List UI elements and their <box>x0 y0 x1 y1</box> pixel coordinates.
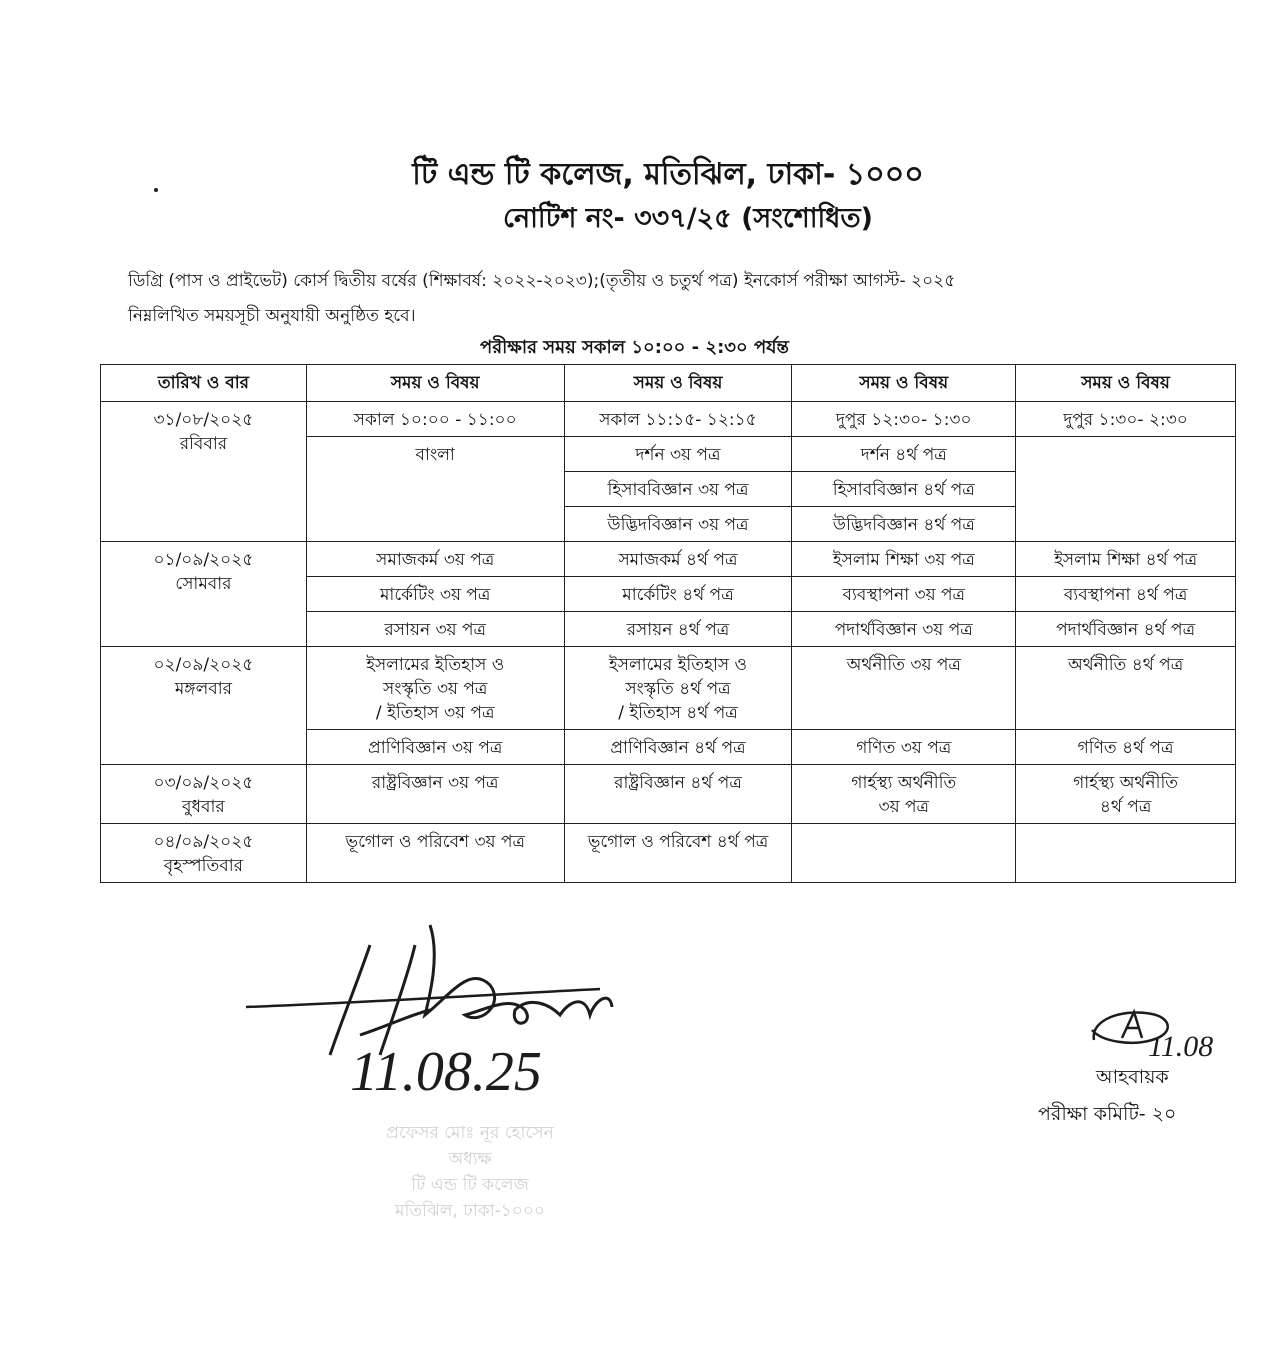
subject-cell: পদার্থবিজ্ঞান ৪র্থ পত্র <box>1016 612 1236 647</box>
convener-signature <box>1082 1000 1242 1070</box>
stamp-line: টি এন্ড টি কলেজ <box>411 1175 529 1195</box>
time-cell: দুপুর ১২:৩০- ১:৩০ <box>792 402 1016 437</box>
subject-cell: ভূগোল ও পরিবেশ ৪র্থ পত্র <box>564 824 792 883</box>
date: ০২/০৯/২০২৫ <box>153 655 254 675</box>
subject-cell: হিসাববিজ্ঞান ৩য় পত্র <box>564 472 792 507</box>
subject-line: ইসলামের ইতিহাস ও <box>608 655 748 675</box>
header-date-day: তারিখ ও বার <box>101 365 307 402</box>
subject-line: সংস্কৃতি ৩য় পত্র <box>383 679 488 699</box>
stamp-line: অধ্যক্ষ <box>448 1149 492 1169</box>
subject-cell: ব্যবস্থাপনা ৩য় পত্র <box>792 577 1016 612</box>
subject-cell: ইসলাম শিক্ষা ৩য় পত্র <box>792 542 1016 577</box>
subject-cell: উদ্ভিদবিজ্ঞান ৩য় পত্র <box>564 507 792 542</box>
header-slot-1: সময় ও বিষয় <box>306 365 564 402</box>
subject-cell: রসায়ন ৪র্থ পত্র <box>564 612 792 647</box>
weekday: মঙ্গলবার <box>174 679 232 699</box>
subject-cell: দর্শন ৪র্থ পত্র <box>792 437 1016 472</box>
table-row <box>101 765 1236 824</box>
principal-stamp <box>330 1120 610 1224</box>
weekday: বুধবার <box>182 797 225 817</box>
subject-line: / ইতিহাস ৪র্থ পত্র <box>618 703 738 723</box>
empty-cell <box>1016 824 1236 883</box>
date: ০১/০৯/২০২৫ <box>153 550 254 570</box>
subject-cell: উদ্ভিদবিজ্ঞান ৪র্থ পত্র <box>792 507 1016 542</box>
header-slot-2: সময় ও বিষয় <box>564 365 792 402</box>
subject-line: গার্হস্থ্য অর্থনীতি <box>1073 773 1179 793</box>
subject-cell <box>564 647 792 730</box>
empty-cell <box>1016 437 1236 542</box>
exam-schedule-table <box>100 364 1236 883</box>
subject-cell: বাংলা <box>306 437 564 542</box>
notice-number: নোটিশ নং- ৩৩৭/২৫ (সংশোধিত) <box>503 203 873 234</box>
weekday: বৃহস্পতিবার <box>163 856 244 876</box>
subject-cell: ভূগোল ও পরিবেশ ৩য় পত্র <box>306 824 564 883</box>
principal-signature <box>240 915 640 1105</box>
subject-cell: মার্কেটিং ৩য় পত্র <box>306 577 564 612</box>
intro-line-2: নিম্নলিখিত সময়সূচী অনুযায়ী অনুষ্ঠিত হবে। <box>128 306 416 326</box>
subject-cell: গণিত ৩য় পত্র <box>792 730 1016 765</box>
subject-cell <box>1016 765 1236 824</box>
subject-cell: অর্থনীতি ৪র্থ পত্র <box>1016 647 1236 730</box>
weekday: রবিবার <box>179 434 228 454</box>
college-title: টি এন্ড টি কলেজ, মতিঝিল, ঢাকা- ১০০০ <box>412 157 924 192</box>
time-cell: সকাল ১০:০০ - ১১:০০ <box>306 402 564 437</box>
subject-cell: ব্যবস্থাপনা ৪র্থ পত্র <box>1016 577 1236 612</box>
table-header-row <box>101 365 1236 402</box>
subject-cell: গণিত ৪র্থ পত্র <box>1016 730 1236 765</box>
stamp-line: প্রফেসর মোঃ নূর হোসেন <box>386 1123 554 1143</box>
subject-cell: মার্কেটিং ৪র্থ পত্র <box>564 577 792 612</box>
stamp-line: মতিঝিল, ঢাকা-১০০০ <box>395 1201 545 1221</box>
signature-date: 11.08 <box>1148 1030 1214 1063</box>
subject-cell <box>792 765 1016 824</box>
header-slot-3: সময় ও বিষয় <box>792 365 1016 402</box>
subject-cell: সমাজকর্ম ৪র্থ পত্র <box>564 542 792 577</box>
date: ০৪/০৯/২০২৫ <box>153 832 254 852</box>
date-cell <box>101 765 307 824</box>
subject-cell: অর্থনীতি ৩য় পত্র <box>792 647 1016 730</box>
subject-line: ইসলামের ইতিহাস ও <box>366 655 505 675</box>
subject-cell: রাষ্ট্রবিজ্ঞান ৩য় পত্র <box>306 765 564 824</box>
exam-time: পরীক্ষার সময় সকাল ১০:০০ - ২:৩০ পর্যন্ত <box>480 337 789 358</box>
date-cell <box>101 542 307 647</box>
date: ০৩/০৯/২০২৫ <box>153 773 254 793</box>
convener-label: আহবায়ক <box>1096 1066 1169 1088</box>
table-row <box>101 824 1236 883</box>
date: ৩১/০৮/২০২৫ <box>153 410 254 430</box>
subject-cell: হিসাববিজ্ঞান ৪র্থ পত্র <box>792 472 1016 507</box>
signature-date: 11.08.25 <box>350 1041 542 1103</box>
committee-label: পরীক্ষা কমিটি- ২০ <box>1038 1103 1177 1125</box>
subject-line: ৪র্থ পত্র <box>1099 797 1152 817</box>
subject-cell: দর্শন ৩য় পত্র <box>564 437 792 472</box>
time-cell: সকাল ১১:১৫- ১২:১৫ <box>564 402 792 437</box>
table-row <box>101 542 1236 577</box>
subject-cell: সমাজকর্ম ৩য় পত্র <box>306 542 564 577</box>
header-slot-4: সময় ও বিষয় <box>1016 365 1236 402</box>
time-cell: দুপুর ১:৩০- ২:৩০ <box>1016 402 1236 437</box>
subject-cell: রাষ্ট্রবিজ্ঞান ৪র্থ পত্র <box>564 765 792 824</box>
subject-line: ৩য় পত্র <box>878 797 930 817</box>
subject-line: / ইতিহাস ৩য় পত্র <box>375 703 495 723</box>
empty-cell <box>792 824 1016 883</box>
subject-cell: রসায়ন ৩য় পত্র <box>306 612 564 647</box>
date-cell <box>101 824 307 883</box>
date-cell <box>101 647 307 765</box>
subject-line: সংস্কৃতি ৪র্থ পত্র <box>625 679 731 699</box>
table-row <box>101 647 1236 730</box>
subject-cell: প্রাণিবিজ্ঞান ৩য় পত্র <box>306 730 564 765</box>
intro-line-1: ডিগ্রি (পাস ও প্রাইভেট) কোর্স দ্বিতীয় বর্ষের (শিক্ষাবর্ষ: ২০২২-২০২৩);(তৃতীয় ও চতুর্থ পত্র) ইনকোর্স পরীক্ষা আগস্ট- ২০২৫ <box>128 271 956 291</box>
date-cell <box>101 402 307 542</box>
weekday: সোমবার <box>175 574 232 594</box>
subject-cell: ইসলাম শিক্ষা ৪র্থ পত্র <box>1016 542 1236 577</box>
subject-line: গার্হস্থ্য অর্থনীতি <box>851 773 957 793</box>
subject-cell <box>306 647 564 730</box>
table-row <box>101 402 1236 437</box>
subject-cell: প্রাণিবিজ্ঞান ৪র্থ পত্র <box>564 730 792 765</box>
subject-cell: পদার্থবিজ্ঞান ৩য় পত্র <box>792 612 1016 647</box>
